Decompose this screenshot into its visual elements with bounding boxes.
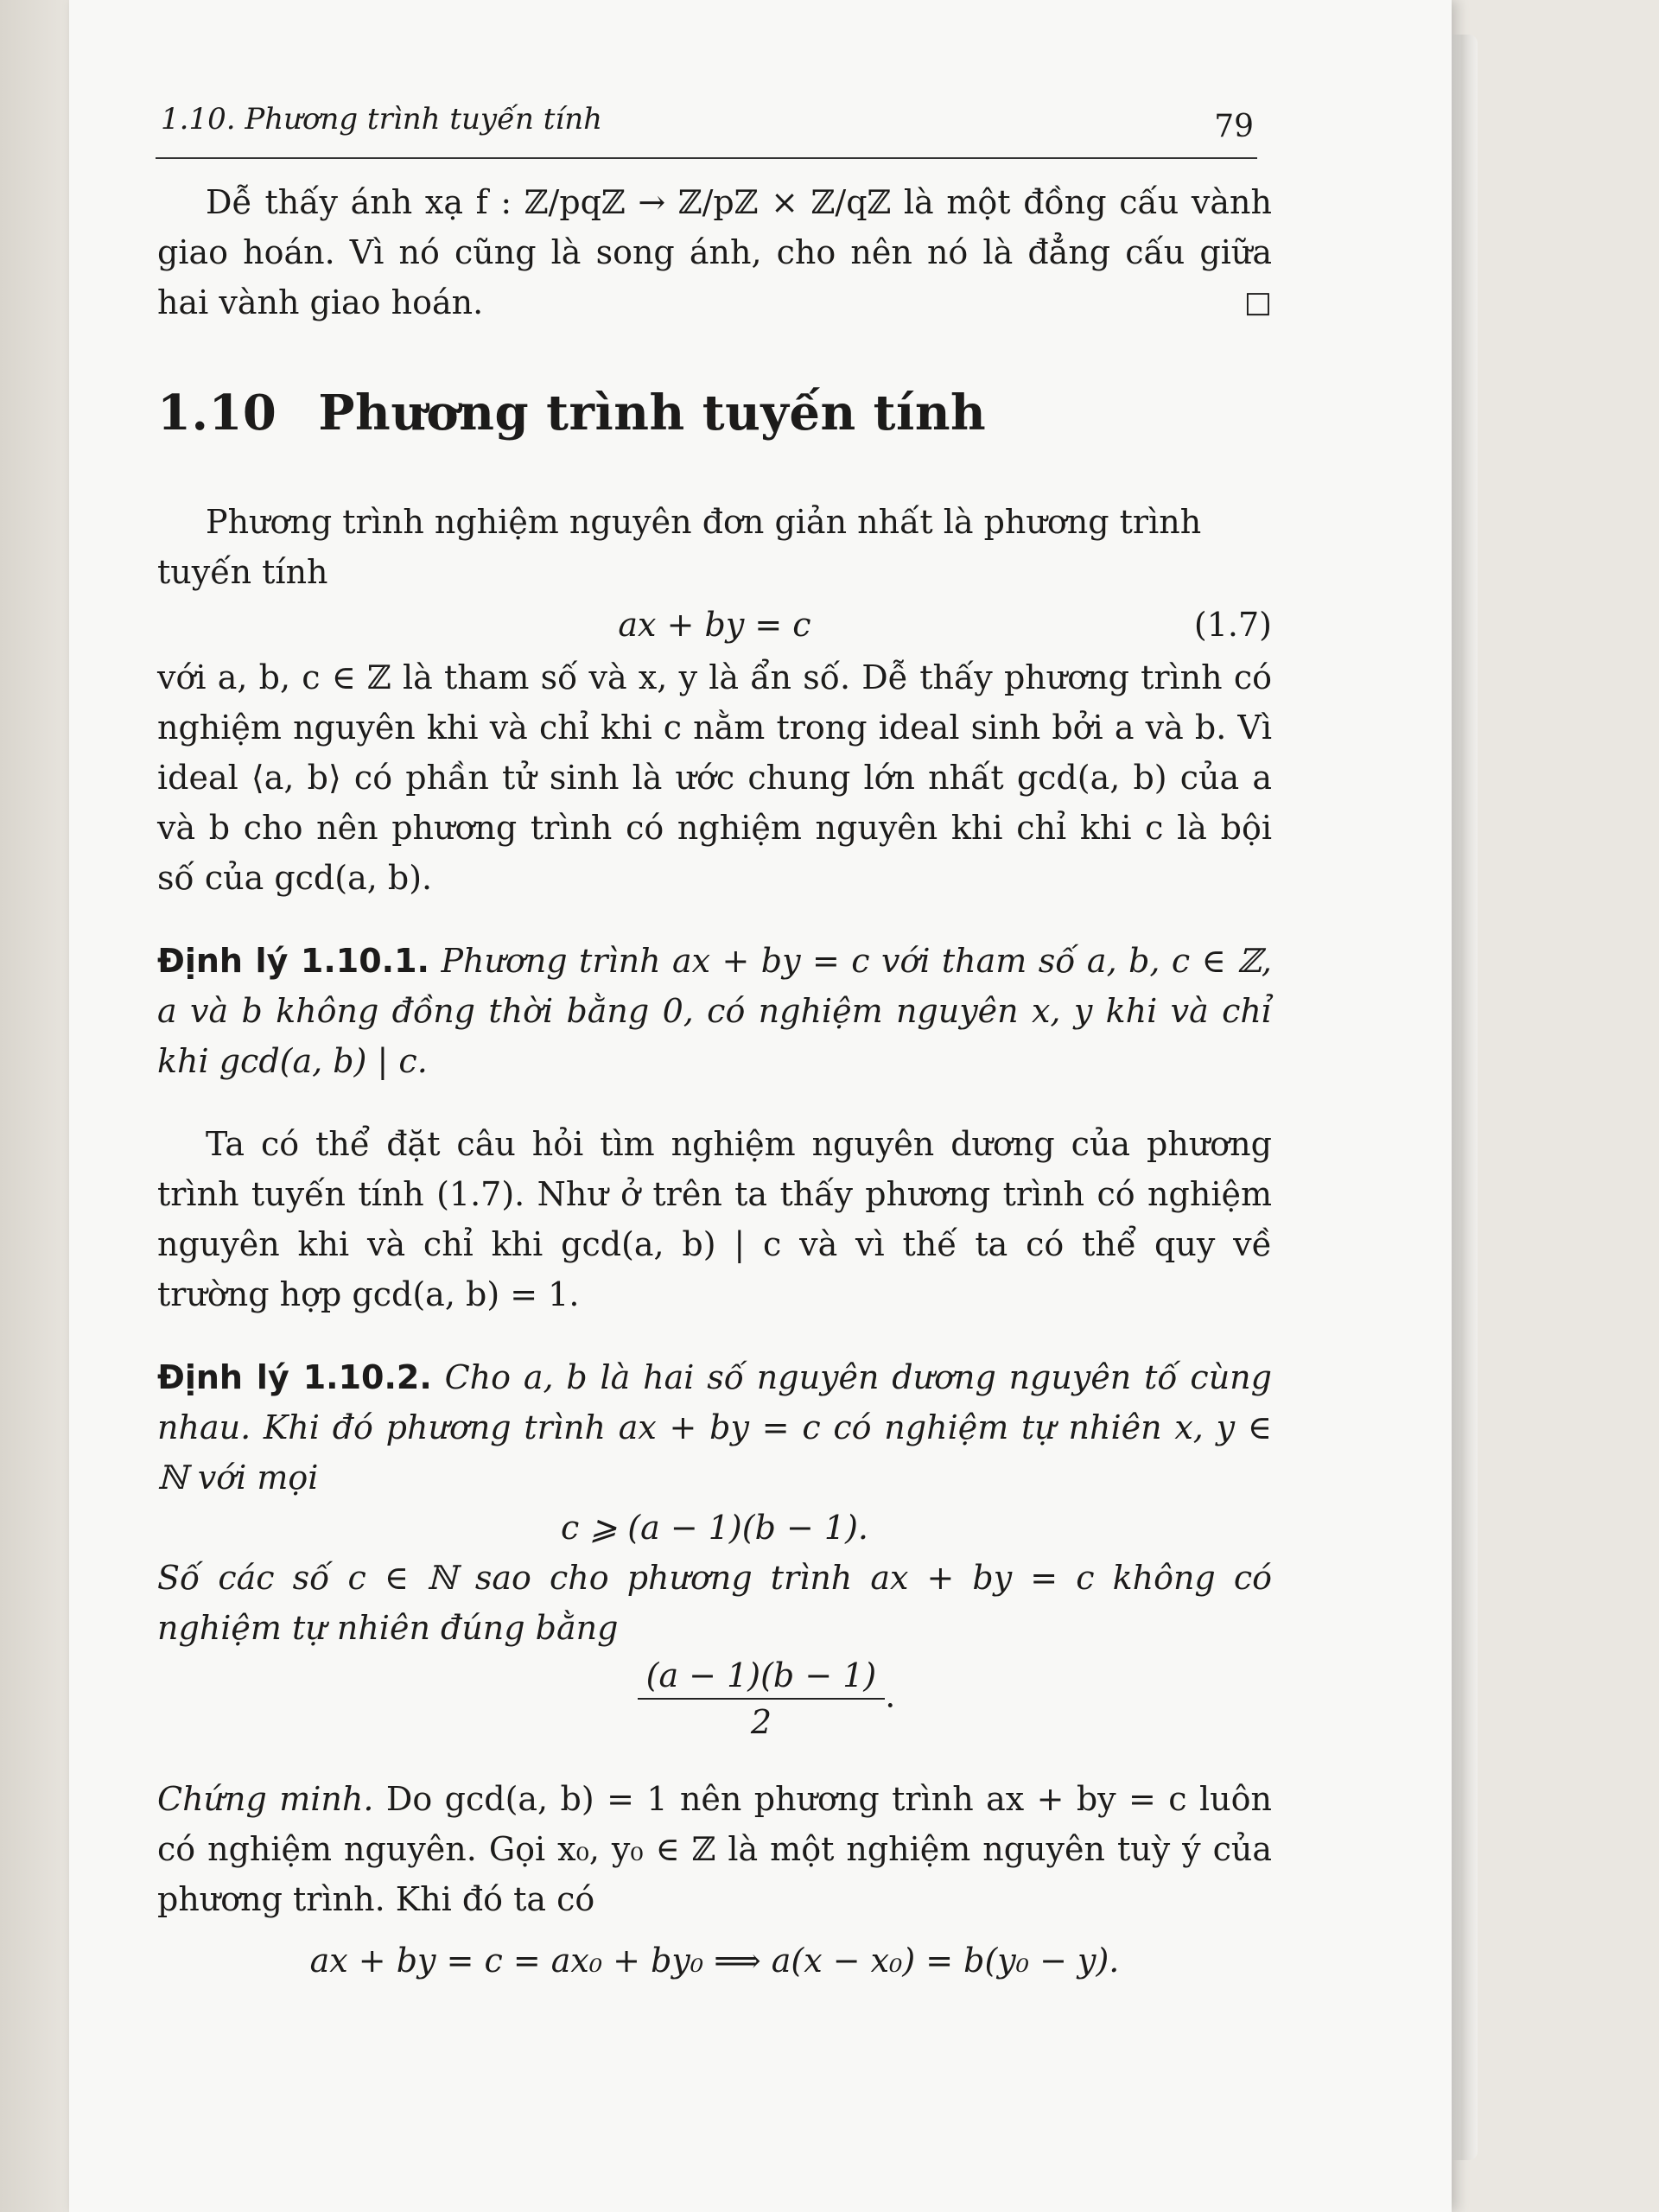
fraction-display: [157, 1653, 1272, 1753]
equation-text: ax + by = c: [618, 606, 811, 644]
fraction: [638, 1653, 886, 1745]
proof-paragraph: [157, 1774, 1272, 1924]
theorem1-body: Phương trình ax + by = c với tham số a, b, c ∈ ℤ, a và b không đồng thời bằng 0, có nghiệm nguyên x, y khi và chỉ khi gcd(a, b) | c.: [157, 942, 1273, 1080]
theorem2-body: Cho a, b là hai số nguyên dương nguyên tố cùng nhau. Khi đó phương trình ax + by = c có nghiệm tự nhiên x, y ∈ ℕ với mọi: [157, 1358, 1272, 1497]
section-heading: [157, 385, 986, 442]
running-header: [156, 97, 1257, 159]
running-title: 1.10. Phương trình tuyến tính: [161, 102, 603, 137]
theorem2-head: Định lý 1.10.2.: [157, 1358, 432, 1396]
theorem1-head: Định lý 1.10.1.: [157, 942, 429, 980]
para1-lead: Phương trình nghiệm nguyên đơn giản nhất là phương trình tuyến tính: [157, 503, 1202, 591]
proof-equation: ax + by = c = ax₀ + by₀ ⟹ a(x − x₀) = b(y₀ − y).: [309, 1942, 1120, 1980]
section-number: 1.10: [157, 385, 277, 442]
intro-text: Dễ thấy ánh xạ f : ℤ/pqℤ → ℤ/pℤ × ℤ/qℤ là một đồng cấu vành giao hoán. Vì nó cũng là song ánh, cho nên nó là đẳng cấu giữa hai vành giao hoán.: [157, 183, 1272, 321]
theorem-1-10-1: [157, 936, 1272, 1086]
equation-1-7: [157, 597, 1272, 652]
theorem-1-10-2: [157, 1352, 1272, 1503]
proof-body: Do gcd(a, b) = 1 nên phương trình ax + by = c luôn có nghiệm nguyên. Gọi x₀, y₀ ∈ ℤ là một nghiệm nguyên tuỳ ý của phương trình. Khi đó ta có: [157, 1780, 1272, 1918]
para1-after: với a, b, c ∈ ℤ là tham số và x, y là ẩn số. Dễ thấy phương trình có nghiệm nguyên khi và chỉ khi c nằm trong ideal sinh bởi a và b. Vì ideal ⟨a, b⟩ có phần tử sinh là ước chung lớn nhất gcd(a, b) của a và b cho nên phương trình có nghiệm nguyên khi chỉ khi c là bội số của gcd(a, b).: [157, 658, 1272, 897]
equation-number: (1.7): [1193, 606, 1272, 644]
fraction-numerator: (a − 1)(b − 1): [638, 1653, 886, 1700]
intro-paragraph: [157, 177, 1272, 327]
page-number: 79: [1214, 109, 1254, 144]
theorem2-condition: c ⩾ (a − 1)(b − 1).: [561, 1509, 868, 1547]
main-content: [157, 497, 1272, 1988]
fraction-denominator: 2: [750, 1703, 772, 1741]
para2: Ta có thể đặt câu hỏi tìm nghiệm nguyên dương của phương trình tuyến tính (1.7). Như ở trên ta thấy phương trình có nghiệm nguyên khi và chỉ khi gcd(a, b) | c và vì thế ta có thể quy về trường hợp gcd(a, b) = 1.: [157, 1125, 1272, 1313]
qed-symbol: □: [1243, 285, 1272, 320]
section-title: Phương trình tuyến tính: [318, 385, 987, 442]
fraction-period: .: [885, 1676, 896, 1715]
proof-head: Chứng minh.: [157, 1780, 374, 1818]
theorem2-count-text: Số các số c ∈ ℕ sao cho phương trình ax + by = c không có nghiệm tự nhiên đúng bằng: [157, 1559, 1272, 1647]
